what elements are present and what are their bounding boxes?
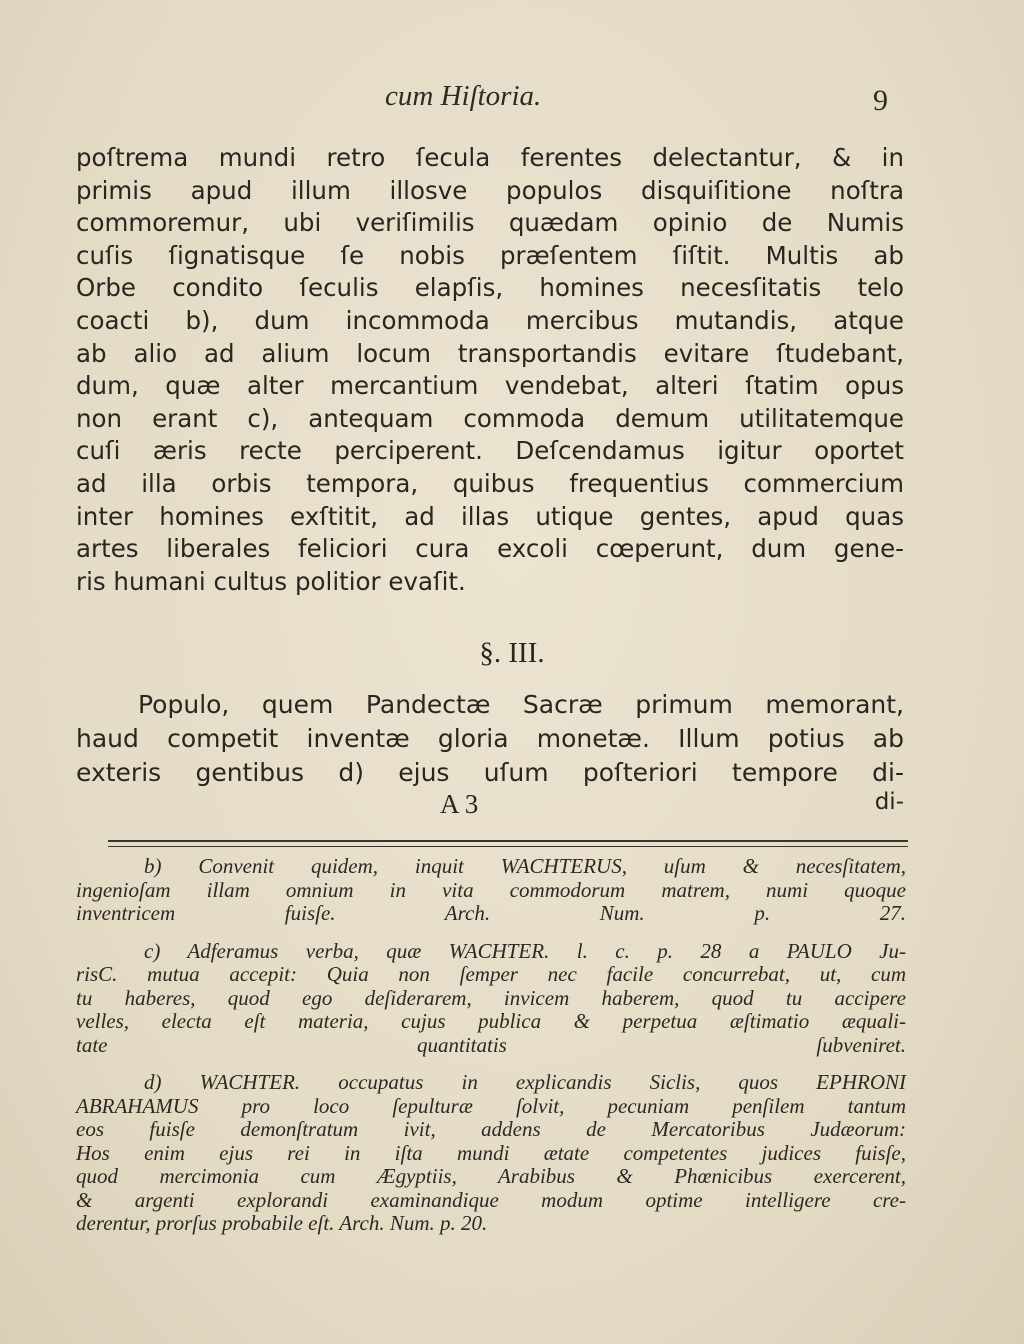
footnote-line: eos fuisſe demonſtratum ivit, addens de Mercatoribus Judæorum:: [76, 1117, 906, 1141]
section-heading: §. III.: [479, 637, 545, 669]
signature-line: [76, 789, 904, 823]
body-line: artes liberales feliciori cura excoli cœperunt, dum gene-: [76, 534, 904, 564]
body-line: ad illa orbis tempora, quibus frequentius commercium: [76, 468, 904, 498]
footnote-line: velles, electa eſt materia, cujus publica & perpetua æſtimatio æquali-: [76, 1009, 906, 1033]
footnote-line: tate quantitatis ſubveniret.: [76, 1032, 906, 1057]
footnotes: [76, 855, 906, 1250]
body-line: cuſis ſignatisque ſe nobis præſentem ſiſtit. Multis ab: [76, 240, 904, 270]
footnote-line: & argenti explorandi examinandique modum optime intelligere cre-: [76, 1187, 906, 1212]
body-line: commoremur, ubi veriſimilis quædam opinio de Numis: [76, 208, 904, 238]
body-line: Orbe condito ſeculis elapſis, homines necesſitatis telo: [76, 273, 904, 303]
footnote-line: b) Convenit quidem, inquit WACHTERUS, uſum & necesſitatem,: [144, 854, 906, 878]
running-title: cum Hiſtoria.: [385, 80, 542, 112]
signature-mark: A 3: [440, 789, 479, 819]
footnote-line: quod mercimonia cum Ægyptiis, Arabibus & Phœnicibus exercerent,: [76, 1164, 906, 1188]
body-line: coacti b), dum incommoda mercibus mutandis, atque: [76, 305, 904, 335]
body-line: poſtrema mundi retro ſecula ferentes delectantur, & in: [76, 143, 904, 172]
body-line: inter homines exſtitit, ad illas utique gentes, apud quas: [76, 501, 904, 531]
footnote-line: inventricem fuisſe. Arch. Num. p. 27.: [76, 901, 906, 925]
body-line: dum, quæ alter mercantium vendebat, alteri ſtatim opus: [76, 371, 904, 401]
footnote-line: ABRAHAMUS pro loco ſepulturæ ſolvit, pecuniam penſilem tantum: [76, 1093, 906, 1118]
page-number: 9: [873, 84, 888, 117]
footnote-b: [76, 855, 906, 926]
footnote-line: tu haberes, quod ego deſiderarem, invicem haberem, quod tu accipere: [76, 985, 906, 1010]
section-line: haud competit inventæ gloria monetæ. Illum potius ab: [76, 724, 904, 753]
footnote-c: [76, 940, 906, 1058]
catchword: di-: [874, 789, 904, 815]
footnote-line: c) Adferamus verba, quæ WACHTER. l. c. p. 28 a PAULO Ju-: [144, 938, 906, 963]
footnote-line: Hos enim ejus rei in iſta mundi ætate competentes judices fuisſe,: [76, 1140, 906, 1165]
section-line: Populo, quem Pandectæ Sacræ primum memorant,: [138, 690, 904, 719]
body-line: ris humani cultus politior evaſit.: [76, 566, 466, 596]
body-line: ab alio ad alium locum transportandis evitare ſtudebant,: [76, 338, 904, 368]
footnote-line: d) WACHTER. occupatus in explicandis Siclis, quos EPHRONI: [144, 1070, 906, 1094]
body-line: primis apud illum illosve populos disquiſitione noſtra: [76, 175, 904, 205]
footnote-line: risC. mutua accepit: Quia non ſemper nec facile concurrebat, ut, cum: [76, 962, 906, 986]
body-text: [76, 142, 904, 598]
footnote-line: derentur, prorſus probabile eſt. Arch. Num. p. 20.: [76, 1211, 488, 1235]
body-line: cuſi æris recte perciperent. Deſcendamus igitur oportet: [76, 436, 904, 466]
body-line: non erant c), antequam commoda demum utilitatemque: [76, 403, 904, 433]
footnote-rule: [108, 840, 908, 847]
footnote-line: ingenioſam illam omnium in vita commodorum matrem, numi quoque: [76, 877, 906, 902]
page-header: [0, 80, 1024, 120]
section-line: exteris gentibus d) ejus uſum poſteriori tempore di-: [76, 758, 904, 787]
footnote-d: [76, 1071, 906, 1236]
section-text: [76, 688, 904, 790]
